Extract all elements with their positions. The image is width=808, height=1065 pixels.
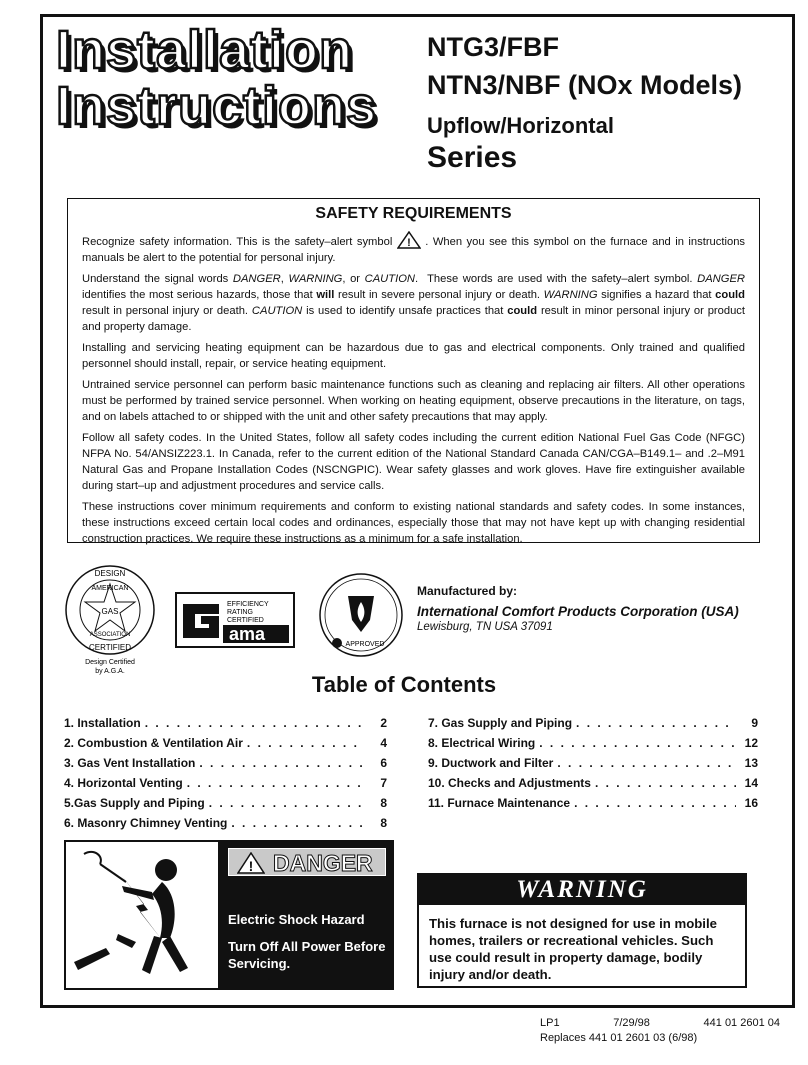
title-line-2: Instructions <box>56 76 378 136</box>
manufacturer-location: Lewisburg, TN USA 37091 <box>417 621 553 633</box>
svg-text:RATING: RATING <box>227 609 253 616</box>
toc-left-column <box>64 716 387 836</box>
svg-text:ama: ama <box>229 624 266 644</box>
footer-code: LP1 <box>540 1017 560 1029</box>
danger-text-panel <box>220 840 394 990</box>
danger-hazard-text: Electric Shock Hazard <box>228 912 365 927</box>
svg-text:!: ! <box>406 237 411 249</box>
svg-text:!: ! <box>248 858 254 874</box>
svg-text:ASSOCIATION: ASSOCIATION <box>89 632 131 638</box>
safety-heading: SAFETY REQUIREMENTS <box>315 205 512 222</box>
danger-header <box>228 848 386 876</box>
electric-shock-icon <box>66 842 218 988</box>
document-footer <box>540 1017 780 1044</box>
model-name-2: NTN3/NBF (NOx Models) <box>427 70 743 100</box>
approved-seal <box>318 572 404 658</box>
toc-entry[interactable]: 10. Checks and Adjustments . . . 14 <box>428 776 758 796</box>
manufacturer-name: International Comfort Products Corporation (USA) <box>417 604 739 619</box>
warning-triangle-icon <box>237 852 265 874</box>
danger-instruction-text: Turn Off All Power Before Servicing. <box>228 939 386 971</box>
safety-paragraph-1: Recognize safety information. This is the safety–alert symbol ! . When you see this symbol on the furnace and in instructions manuals be alert to the potential for personal injury. <box>82 231 745 266</box>
footer-replaces: Replaces 441 01 2601 03 (6/98) <box>540 1032 698 1044</box>
svg-text:CERTIFIED: CERTIFIED <box>88 643 132 652</box>
safety-alert-icon <box>397 231 421 249</box>
title-line-1: Installation <box>56 20 354 80</box>
toc-entry[interactable]: 2. Combustion & Ventilation Air . . . 4 <box>64 736 387 756</box>
svg-text:DESIGN: DESIGN <box>94 569 126 578</box>
toc-entry[interactable]: 1. Installation . . . 2 <box>64 716 387 736</box>
svg-text:AMERICAN: AMERICAN <box>91 585 129 592</box>
toc-entry[interactable]: 8. Electrical Wiring . . . 12 <box>428 736 758 756</box>
svg-text:CERTIFIED: CERTIFIED <box>227 617 264 624</box>
toc-entry[interactable]: 5.Gas Supply and Piping . . . 8 <box>64 796 387 816</box>
toc-entry[interactable]: 3. Gas Vent Installation . . . 6 <box>64 756 387 776</box>
shock-hazard-pictogram <box>64 840 220 990</box>
safety-paragraph-2: Understand the signal words DANGER, WARNING, or CAUTION. These words are used with the safety–alert symbol. DANGER identifies the most serious hazards, those that will result in severe personal injury or death. WARNING signifies a hazard that could result in personal injury or death. CAUTION is used to identify unsafe practices that could result in minor personal injury or product and property damage. <box>82 273 746 333</box>
model-subtitle: Upflow/Horizontal <box>427 113 614 138</box>
svg-text:Design Certified: Design Certified <box>85 659 135 666</box>
toc-right-column <box>428 716 758 816</box>
model-name-1: NTG3/FBF <box>427 32 559 62</box>
toc-entry[interactable]: 11. Furnace Maintenance . . . 16 <box>428 796 758 816</box>
safety-paragraph-5: Follow all safety codes. In the United States, follow all safety codes including the current edition National Fuel Gas Code (NFGC) NFPA No. 54/ANSIZ223.1. In Canada, refer to the current edition of the National Standard Canada CAN/CGA–B149.1– and .2–M91 Natural Gas and Propane Installation Codes (NSCNGPIC). Wear safety glasses and work gloves. Have fire extinguisher available during start–up and adjustment procedures and service calls. <box>82 432 745 492</box>
document-title <box>56 22 377 134</box>
footer-part-number: 441 01 2601 04 <box>703 1017 780 1029</box>
warning-body: This furnace is not designed for use in mobile homes, trailers or recreational vehicles. Such use could result in property damage, bodily injury and/or death. <box>429 916 717 982</box>
toc-entry[interactable]: 6. Masonry Chimney Venting . . . 8 <box>64 816 387 836</box>
safety-requirements-box <box>67 198 760 543</box>
model-block <box>427 30 742 176</box>
safety-paragraph-3: Installing and servicing heating equipment can be hazardous due to gas and electrical components. Only trained and qualified personnel should install, repair, or service heating equipment. <box>82 342 745 370</box>
warning-header: WARNING <box>419 875 745 905</box>
gama-logo <box>175 592 295 648</box>
svg-text:by A.G.A.: by A.G.A. <box>95 668 125 675</box>
svg-text:APPROVED: APPROVED <box>345 641 385 648</box>
toc-entry[interactable]: 9. Ductwork and Filter . . . 13 <box>428 756 758 776</box>
warning-label <box>417 873 747 988</box>
manufacturer-label: Manufactured by: <box>417 584 518 598</box>
manufacturer-block <box>417 584 739 633</box>
toc-entry[interactable]: 4. Horizontal Venting . . . 7 <box>64 776 387 796</box>
danger-label <box>64 840 394 990</box>
svg-text:GAS: GAS <box>101 607 119 616</box>
series-label: Series <box>427 141 518 174</box>
danger-header-text: DANGER <box>273 850 373 876</box>
footer-date: 7/29/98 <box>613 1017 650 1029</box>
safety-paragraph-4: Untrained service personnel can perform basic maintenance functions such as cleaning and replacing air filters. All other operations must be performed by trained service personnel. When working on heating equipment, observe precautions in the literature, on tags, and on labels attached to or shipped with the unit and other safety precautions that may apply. <box>82 379 745 423</box>
toc-entry[interactable]: 7. Gas Supply and Piping . . . 9 <box>428 716 758 736</box>
toc-title: Table of Contents <box>311 672 497 697</box>
svg-text:EFFICIENCY: EFFICIENCY <box>227 601 269 608</box>
safety-paragraph-6: These instructions cover minimum requirements and conform to existing national standards and safety codes. In some instances, these instructions exceed certain local codes and ordinances, especially those that may not have kept up with changing residential construction practices. We require these instructions as a minimum for a safe installation. <box>82 501 745 545</box>
design-certified-seal <box>62 562 158 682</box>
